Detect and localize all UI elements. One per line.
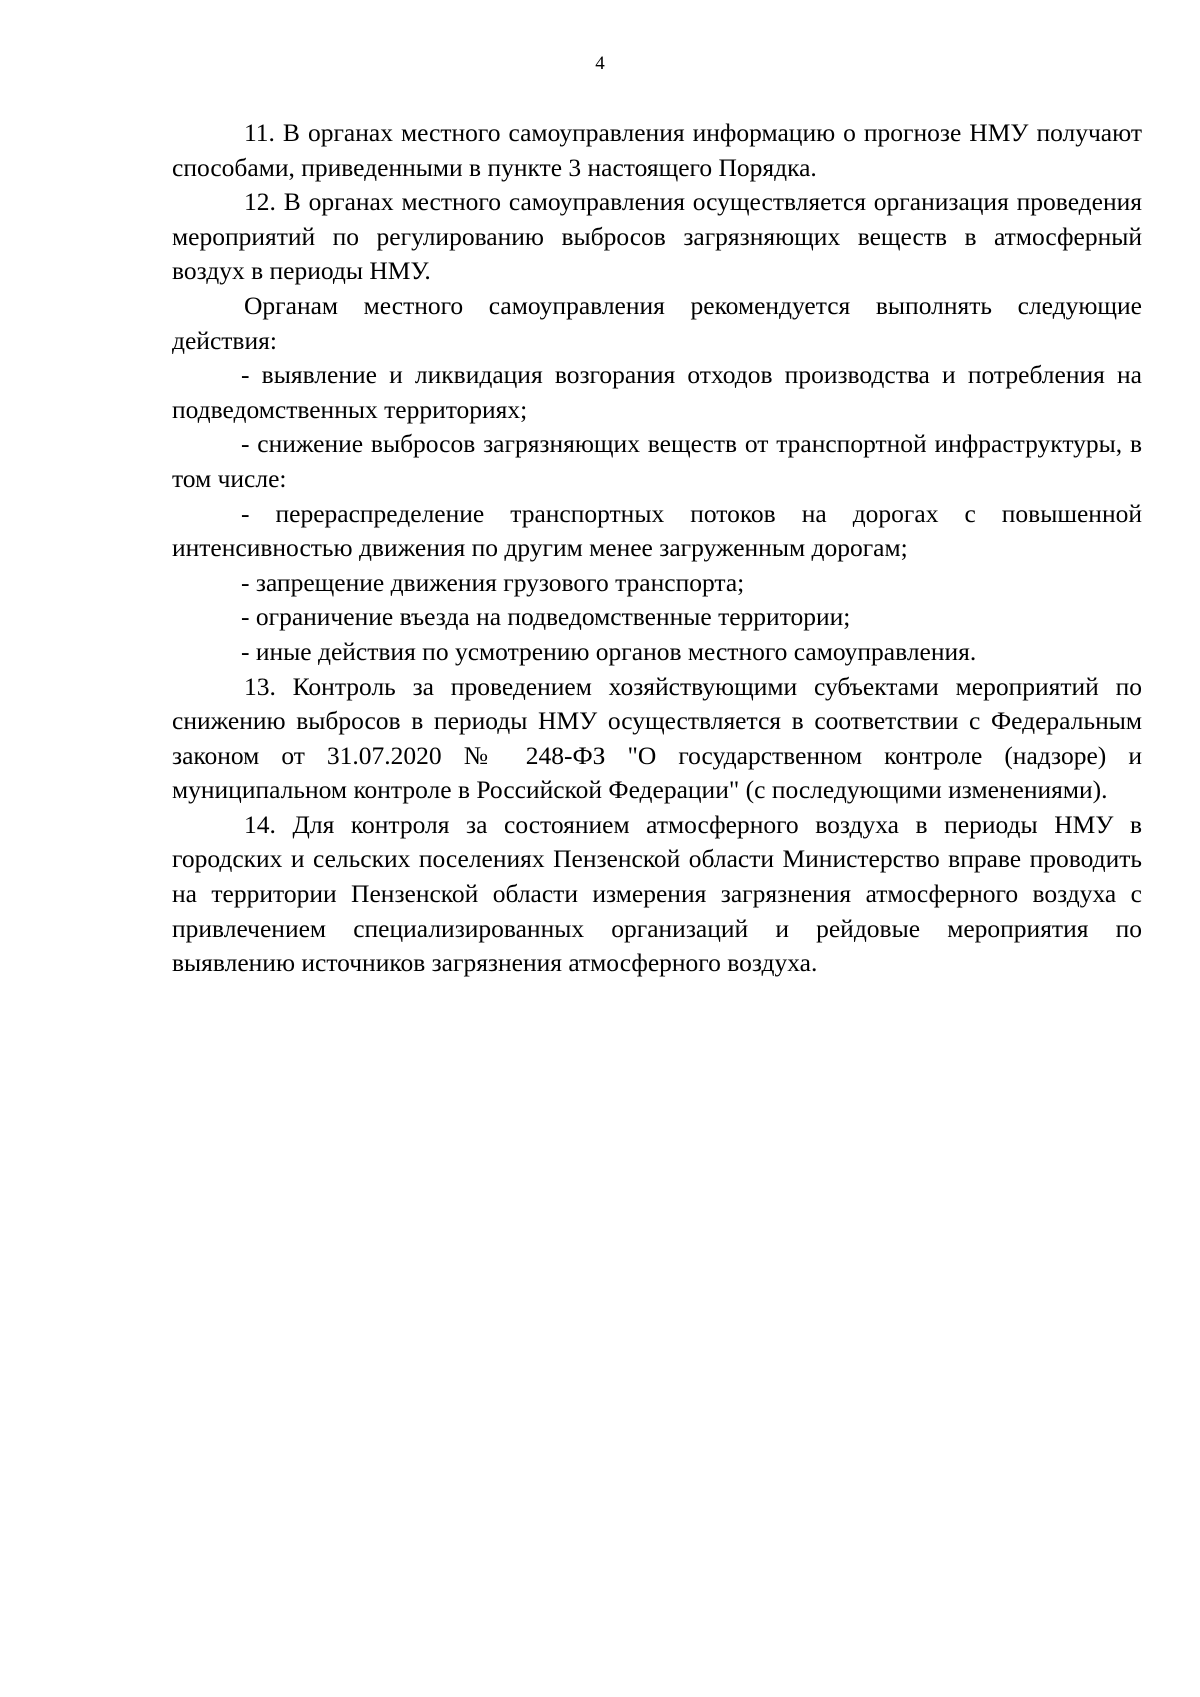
paragraph-13: 13. Контроль за проведением хозяйствующими субъектами мероприятий по снижению выбросов в периоды НМУ осуществляется в соответствии с Федеральным законом от 31.07.2020 № 248-ФЗ "О государственном контроле (надзоре) и муниципальном контроле в Российской Федерации" (с последующими изменениями). bbox=[172, 671, 1142, 805]
document-body bbox=[172, 116, 1142, 981]
list-item-entry-restriction: - ограничение въезда на подведомственные территории; bbox=[241, 602, 851, 632]
list-item-other-actions: - иные действия по усмотрению органов местного самоуправления. bbox=[241, 636, 977, 666]
list-item-transport-emissions: - снижение выбросов загрязняющих веществ от транспортной инфраструктуры, в том числе: bbox=[172, 429, 1142, 493]
paragraph-14: 14. Для контроля за состоянием атмосферного воздуха в периоды НМУ в городских и сельских поселениях Пензенской области Министерство вправе проводить на территории Пензенской области измерения загрязнения атмосферного воздуха с привлечением специализированных организаций и рейдовые мероприятия по выявлению источников загрязнения атмосферного воздуха. bbox=[172, 809, 1142, 978]
paragraph-recommendations-intro: Органам местного самоуправления рекомендуется выполнять следующие действия: bbox=[172, 290, 1142, 355]
list-item-traffic-redistribution: - перераспределение транспортных потоков на дорогах с повышенной интенсивностью движения по другим менее загруженным дорогам; bbox=[172, 498, 1142, 563]
paragraph-12: 12. В органах местного самоуправления осуществляется организация проведения мероприятий по регулированию выбросов загрязняющих веществ в атмосферный воздух в периоды НМУ. bbox=[172, 187, 1142, 286]
paragraph-11: 11. В органах местного самоуправления информацию о прогнозе НМУ получают способами, приведенными в пункте 3 настоящего Порядка. bbox=[172, 118, 1142, 182]
list-item-fire-elimination: - выявление и ликвидация возгорания отходов производства и потребления на подведомственных территориях; bbox=[172, 360, 1142, 424]
list-item-truck-ban: - запрещение движения грузового транспорта; bbox=[241, 567, 745, 597]
page-number: 4 bbox=[595, 53, 605, 74]
